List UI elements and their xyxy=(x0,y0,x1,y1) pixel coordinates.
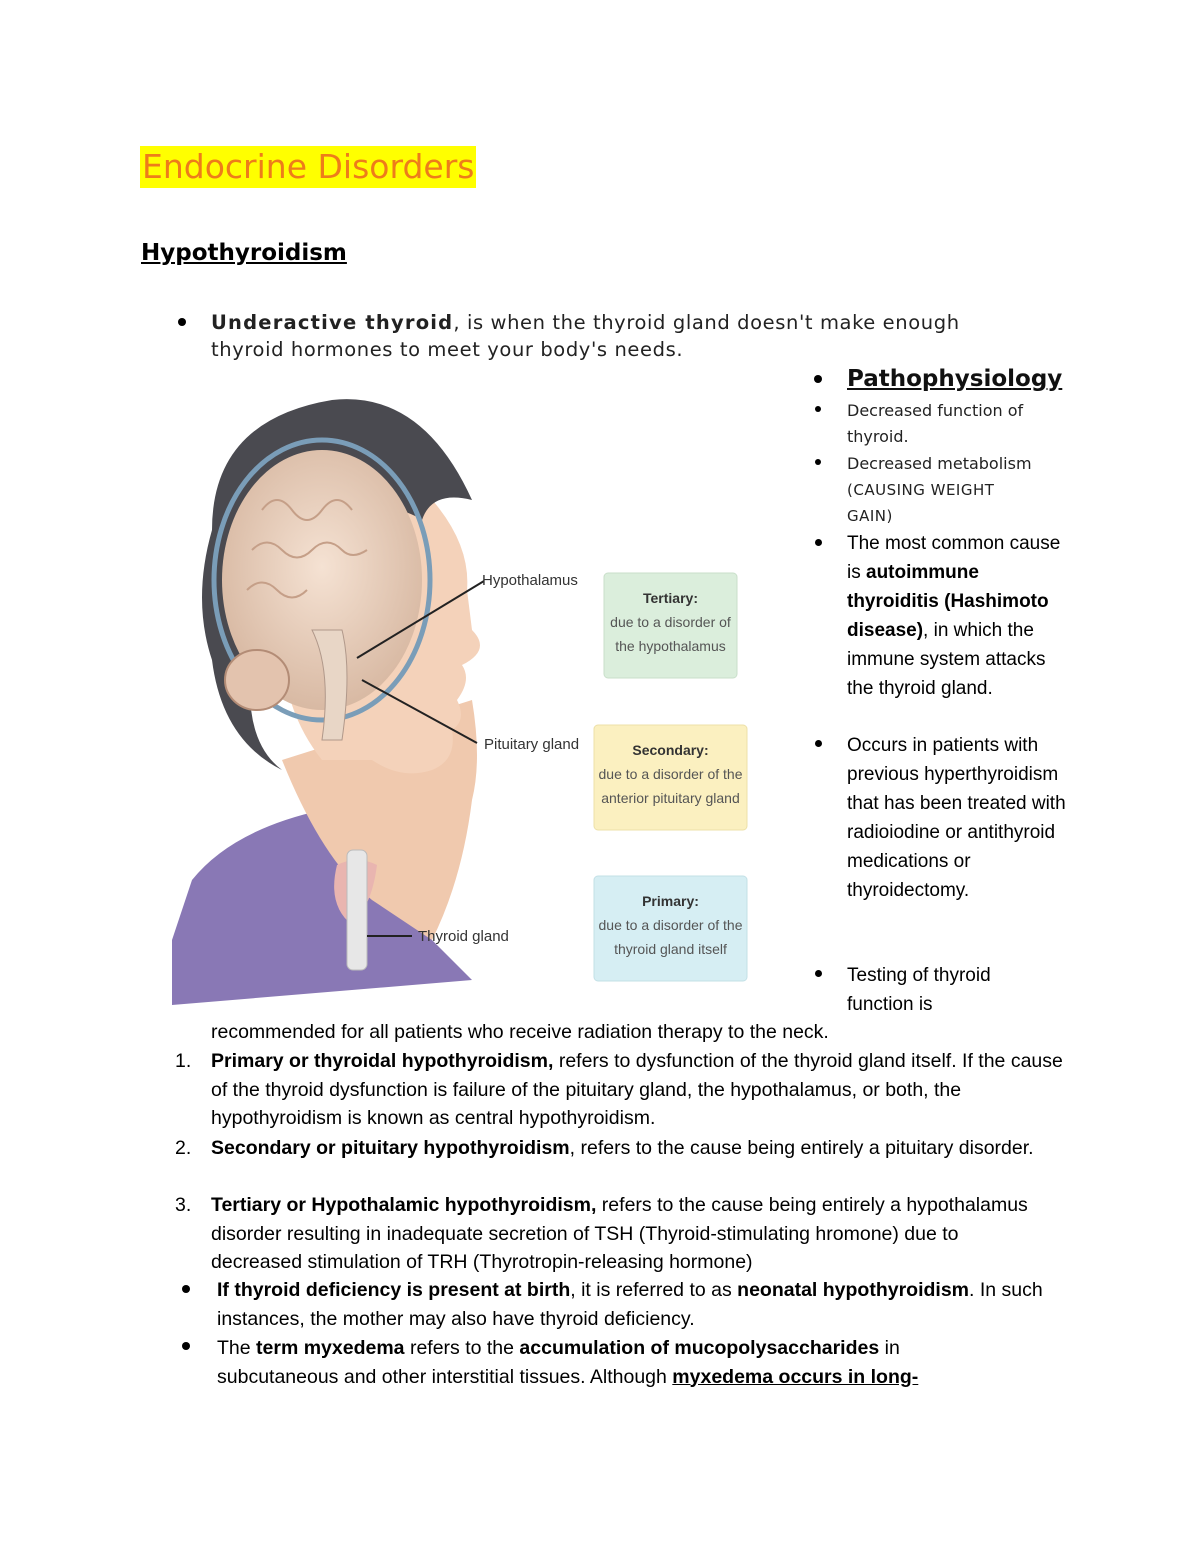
bullet-icon xyxy=(815,459,821,465)
neonatal-paragraph xyxy=(217,1276,1057,1333)
list-item-2-text: , refers to the cause being entirely a pituitary disorder. xyxy=(569,1137,1034,1159)
bullet-icon xyxy=(182,1342,190,1350)
list-item-1 xyxy=(211,1047,1071,1133)
patho-item-2a: Decreased metabolism xyxy=(847,454,1032,473)
list-item-3 xyxy=(211,1191,1041,1277)
cerebellum-shape xyxy=(225,650,289,710)
bullet-icon xyxy=(814,375,822,383)
bullet-icon xyxy=(815,970,822,977)
myxedema-bold-underline: myxedema occurs in long- xyxy=(672,1365,919,1388)
primary-line1: due to a disorder of the xyxy=(598,917,743,933)
myxedema-bold-1: term myxedema xyxy=(256,1337,405,1359)
list-num-2: 2. xyxy=(175,1137,192,1159)
list-item-3-text: refers to the cause being entirely a hypothalamus disorder resulting in inadequate secretion of TSH (Thyroid-stimulating hromone) due to decreased stimulation of TRH (Thyrotropin-releasing hormone) xyxy=(211,1194,1028,1273)
list-item-1-text: refers to dysfunction of the thyroid gland itself. If the cause of the thyroid dysfunction is failure of the pituitary gland, the hypothalamus, or both, the hypothyroidism is known as central hypothyroidism. xyxy=(211,1050,1063,1129)
myxedema-text-2: refers to the xyxy=(404,1337,520,1359)
secondary-box xyxy=(594,738,747,810)
patho-item-4: Occurs in patients with previous hyperthyroidism that has been treated with radioiodine or antithyroid medications or thyroidectomy. xyxy=(847,735,1066,901)
hypothalamus-label: Hypothalamus xyxy=(482,572,578,589)
list-item-2-bold: Secondary or pituitary hypothyroidism xyxy=(211,1137,570,1159)
hypothyroidism-figure xyxy=(172,380,772,1005)
intro-bold: Underactive thyroid xyxy=(211,311,454,334)
bullet-icon xyxy=(182,1285,190,1293)
tertiary-title: Tertiary: xyxy=(643,590,698,606)
list-item-2 xyxy=(211,1134,1041,1163)
myxedema-text-3: in subcutaneous and other interstitial tissues. Although xyxy=(217,1337,900,1388)
list-item-3-bold: Tertiary or Hypothalamic hypothyroidism, xyxy=(211,1194,597,1216)
pathophysiology-heading: Pathophysiology xyxy=(847,366,1063,392)
pituitary-label: Pituitary gland xyxy=(484,736,580,753)
secondary-title: Secondary: xyxy=(632,742,709,758)
secondary-line2: anterior pituitary gland xyxy=(601,790,740,806)
tertiary-box xyxy=(604,586,737,658)
patho-item-1: Decreased function of thyroid. xyxy=(847,401,1024,446)
neonatal-text-1: , it is referred to as xyxy=(570,1279,738,1301)
bullet-icon xyxy=(178,318,186,326)
intro-text: , is when the thyroid gland doesn't make enough thyroid hormones to meet your body's needs. xyxy=(211,311,960,361)
list-num-3: 3. xyxy=(175,1194,192,1216)
list-num-1: 1. xyxy=(175,1050,192,1072)
patho-item-3a: The most common cause is xyxy=(847,533,1061,583)
tertiary-line1: due to a disorder of xyxy=(610,614,731,630)
neonatal-bold-2: neonatal hypothyroidism xyxy=(737,1279,970,1301)
patho-item-2 xyxy=(847,451,1057,529)
patho-item-2b: (CAUSING WEIGHT GAIN) xyxy=(847,481,995,525)
myxedema-paragraph xyxy=(217,1334,1017,1391)
intro-paragraph xyxy=(211,309,1011,363)
continuation-text: recommended for all patients who receive radiation therapy to the neck. xyxy=(211,1021,829,1043)
secondary-line1: due to a disorder of the xyxy=(598,766,743,782)
section-heading: Hypothyroidism xyxy=(141,240,347,266)
myxedema-bold-2: accumulation of mucopolysaccharides xyxy=(519,1337,880,1359)
primary-box xyxy=(594,889,747,961)
patho-item-3 xyxy=(847,529,1065,703)
tertiary-line2: the hypothalamus xyxy=(615,638,726,654)
page-title: Endocrine Disorders xyxy=(142,147,475,186)
primary-title: Primary: xyxy=(642,893,699,909)
bullet-icon xyxy=(815,406,821,412)
bullet-icon xyxy=(815,740,822,747)
neonatal-bold-1: If thyroid deficiency is present at birth xyxy=(217,1279,571,1301)
primary-line2: thyroid gland itself xyxy=(614,941,727,957)
patho-item-3c: , in which the immune system attacks the thyroid gland. xyxy=(847,620,1046,699)
thyroid-label: Thyroid gland xyxy=(418,928,509,945)
patho-item-5: Testing of thyroid function is xyxy=(847,965,991,1015)
patho-item-3b: autoimmune thyroiditis (Hashimoto disease) xyxy=(847,562,1049,641)
bullet-icon xyxy=(815,539,822,546)
list-item-1-bold: Primary or thyroidal hypothyroidism, xyxy=(211,1050,554,1072)
myxedema-text-1: The xyxy=(217,1337,257,1359)
neonatal-text-2: . In such instances, the mother may also have thyroid deficiency. xyxy=(217,1279,1043,1330)
